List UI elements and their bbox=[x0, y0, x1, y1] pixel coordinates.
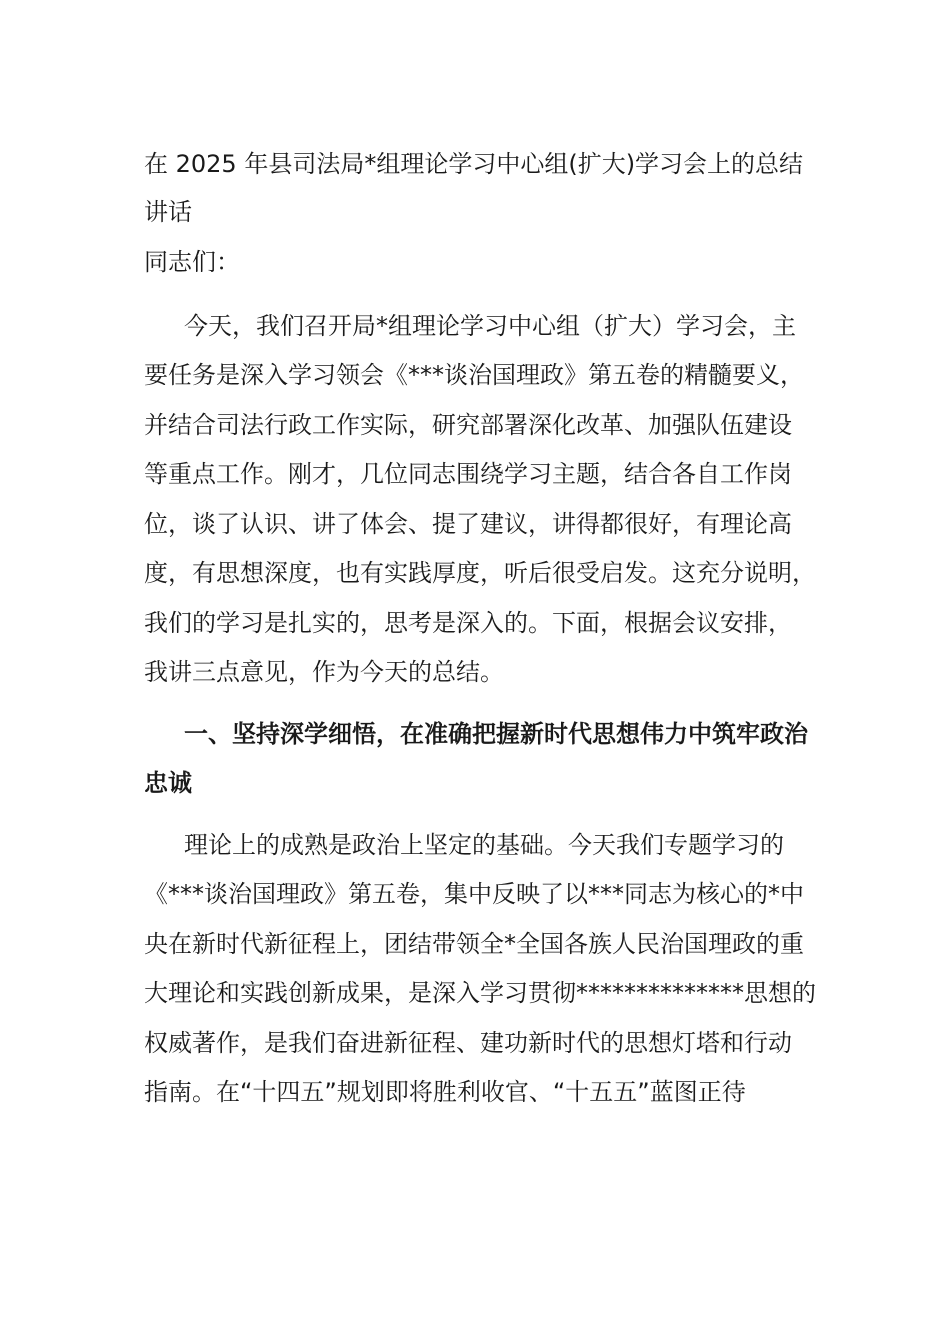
paragraph-line: 度，有思想深度，也有实践厚度，听后很受启发。这充分说明， bbox=[144, 559, 816, 587]
paragraph-intro bbox=[144, 302, 816, 698]
section-heading-1 bbox=[144, 710, 808, 809]
paragraph-line: 《***谈治国理政》第五卷，集中反映了以***同志为核心的*中 bbox=[144, 880, 804, 908]
paragraph-line: 权威著作，是我们奋进新征程、建功新时代的思想灯塔和行动 bbox=[144, 1028, 792, 1057]
heading-line: 忠诚 bbox=[144, 769, 192, 797]
title-line: 讲话 bbox=[144, 198, 192, 226]
document-title bbox=[144, 140, 808, 236]
paragraph-line: 指南。在“十四五”规划即将胜利收官、“十五五”蓝图正待 bbox=[144, 1078, 746, 1106]
salutation: 同志们： bbox=[144, 248, 240, 276]
paragraph-line: 央在新时代新征程上，团结带领全*全国各族人民治国理政的重 bbox=[144, 929, 804, 958]
paragraph-line: 我们的学习是扎实的，思考是深入的。下面，根据会议安排， bbox=[144, 608, 792, 637]
paragraph-line: 等重点工作。刚才，几位同志围绕学习主题，结合各自工作岗 bbox=[144, 460, 792, 488]
paragraph-line: 要任务是深入学习领会《***谈治国理政》第五卷的精髓要义， bbox=[144, 361, 804, 389]
paragraph-line: 今天，我们召开局*组理论学习中心组（扩大）学习会，主 bbox=[184, 311, 796, 340]
title-line: 在 2025 年县司法局*组理论学习中心组(扩大)学习会上的总结 bbox=[144, 150, 804, 178]
paragraph-line: 大理论和实践创新成果，是深入学习贯彻**************思想的 bbox=[144, 979, 816, 1007]
paragraph-line: 位，谈了认识、讲了体会、提了建议，讲得都很好，有理论高 bbox=[144, 509, 792, 538]
document-body bbox=[144, 140, 816, 1118]
paragraph-line: 理论上的成熟是政治上坚定的基础。今天我们专题学习的 bbox=[184, 830, 784, 859]
paragraph-line: 我讲三点意见，作为今天的总结。 bbox=[144, 658, 504, 686]
heading-line: 一、坚持深学细悟，在准确把握新时代思想伟力中筑牢政治 bbox=[184, 719, 808, 748]
paragraph-section-1 bbox=[144, 821, 816, 1118]
paragraph-line: 并结合司法行政工作实际，研究部署深化改革、加强队伍建设 bbox=[144, 410, 792, 439]
